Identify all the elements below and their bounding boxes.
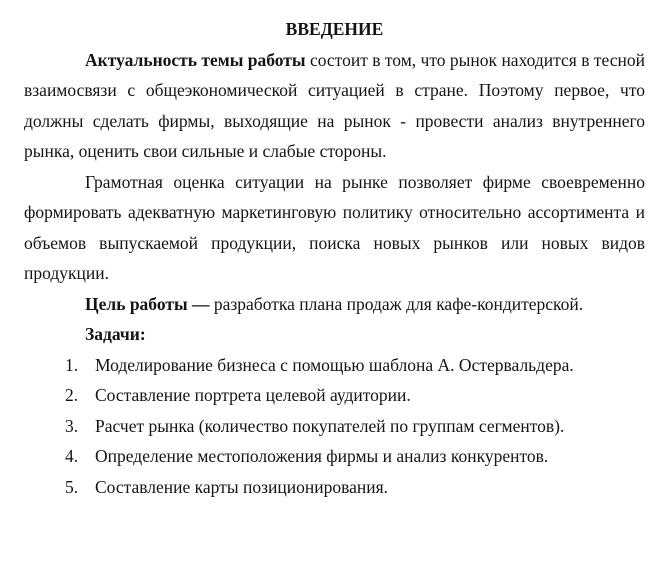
list-item [24, 380, 645, 411]
paragraph-relevance-text: состоит в том, что рынок находится в тесной взаимосвязи с общеэкономической ситуацией в стране. Поэтому первое, что должны сделать фирмы, выходящие на рынок - провести анализ внутреннего рынка, оценить свои сильные и слабые стороны. [24, 49, 645, 161]
list-item [24, 350, 645, 381]
list-item-text: Определение местоположения фирмы и анализ конкурентов. [95, 446, 549, 466]
paragraph-goal-text: разработка плана продаж для кафе-кондитерской. [213, 293, 584, 314]
paragraph-goal-lead: Цель работы — [85, 293, 214, 314]
tasks-list [24, 350, 645, 503]
list-item [24, 472, 645, 503]
paragraph-relevance-lead: Актуальность темы работы [85, 49, 306, 70]
list-item-text: Составление портрета целевой аудитории. [95, 385, 411, 405]
list-item [24, 441, 645, 472]
list-item-text: Моделирование бизнеса с помощью шаблона А. Остервальдера. [95, 354, 574, 375]
list-item-number: 4. [65, 446, 79, 466]
list-item-number: 2. [65, 385, 79, 405]
list-item-number: 1. [65, 354, 79, 375]
paragraph-goal [24, 289, 645, 320]
tasks-heading: Задачи: [85, 324, 146, 344]
paragraph-assessment-text: Грамотная оценка ситуации на рынке позволяет фирме своевременно формировать адекватную маркетинговую политику относительно ассортимента и объемов выпускаемой продукции, поиска новых рынков или новых видов продукции. [24, 171, 645, 283]
list-item-text: Расчет рынка (количество покупателей по группам сегментов). [95, 415, 565, 436]
paragraph-relevance [24, 45, 645, 167]
list-item-text: Составление карты позиционирования. [95, 476, 389, 497]
list-item [24, 411, 645, 442]
list-item-number: 5. [65, 476, 79, 497]
page-title: ВВЕДЕНИЕ [285, 19, 384, 39]
list-item-number: 3. [65, 415, 79, 436]
paragraph-assessment [24, 167, 645, 289]
